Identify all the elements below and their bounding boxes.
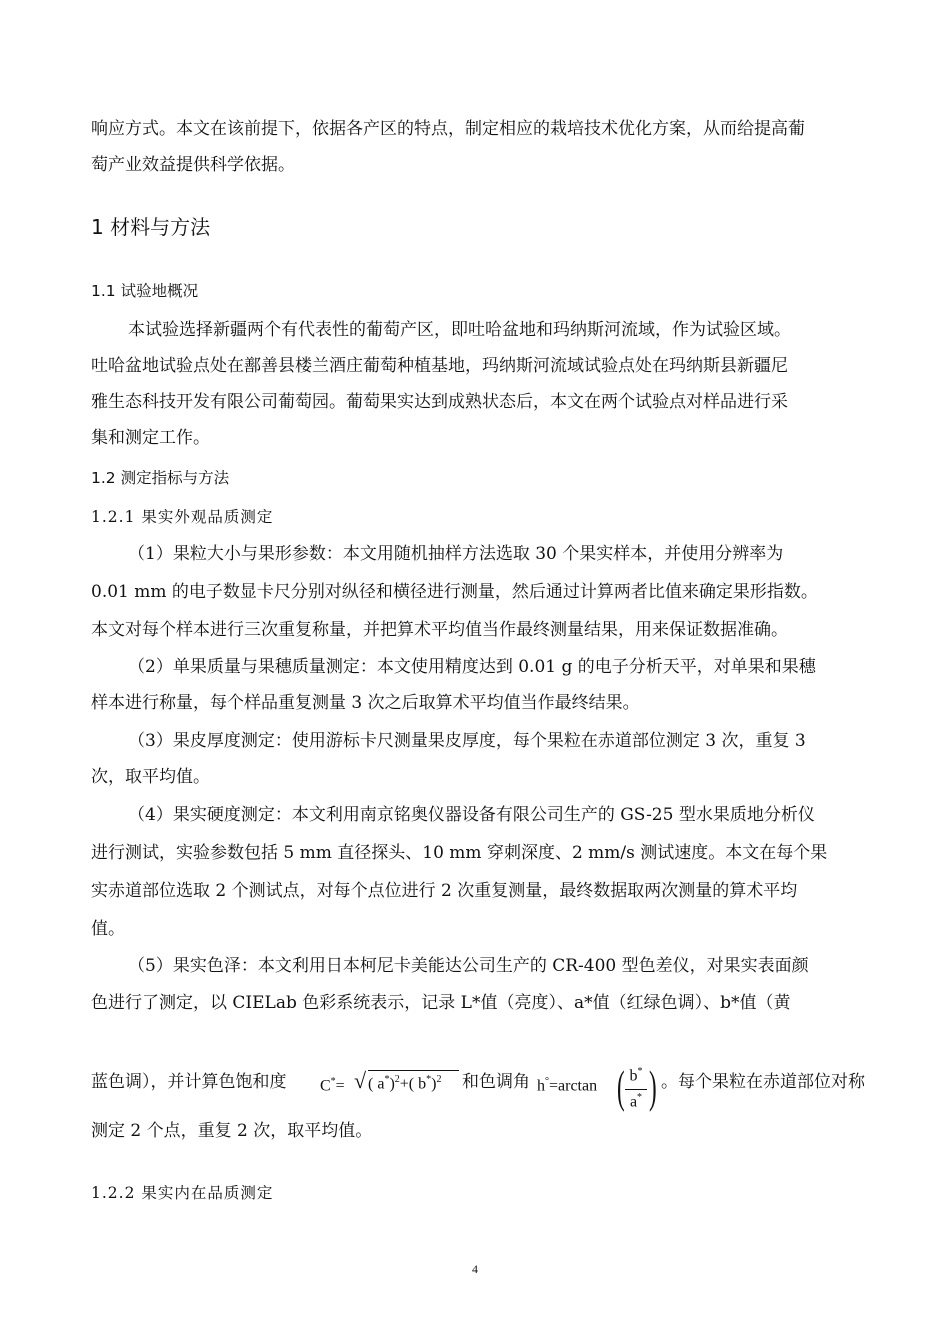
radical-bar bbox=[368, 1070, 459, 1071]
radical-sign: √ bbox=[354, 1068, 367, 1093]
body-line: 吐哈盆地试验点处在鄯善县楼兰酒庄葡萄种植基地，玛纳斯河流域试验点处在玛纳斯县新疆尼 bbox=[91, 356, 788, 376]
formula-pre-text: 蓝色调），并计算色饱和度 bbox=[91, 1072, 287, 1092]
body-line: 进行测试，实验参数包括 5 mm 直径探头、10 mm 穿刺深度、2 mm/s 测试速度。本文在每个果 bbox=[91, 843, 828, 863]
section-1-2-1-heading: 1.2.1 果实外观品质测定 bbox=[91, 508, 274, 526]
body-line: （3）果皮厚度测定：使用游标卡尺测量果皮厚度，每个果粒在赤道部位测定 3 次，重复 3 bbox=[128, 731, 806, 751]
chroma-symbol: C*= bbox=[320, 1076, 345, 1095]
body-line: 本试验选择新疆两个有代表性的葡萄产区，即吐哈盆地和玛纳斯河流域，作为试验区域。 bbox=[128, 320, 791, 340]
fraction-numerator: b* bbox=[629, 1066, 643, 1085]
body-line: 0.01 mm 的电子数显卡尺分别对纵径和横径进行测量，然后通过计算两者比值来确定果形指数。 bbox=[91, 582, 818, 602]
body-line: 次，取平均值。 bbox=[91, 767, 210, 787]
body-line: （5）果实色泽：本文利用日本柯尼卡美能达公司生产的 CR-400 型色差仪，对果实表面颜 bbox=[128, 956, 809, 976]
right-paren: ) bbox=[649, 1061, 657, 1112]
formula-post-text: 。每个果粒在赤道部位对称 bbox=[661, 1072, 865, 1092]
left-paren: ( bbox=[617, 1061, 625, 1112]
formula-line bbox=[91, 1060, 891, 1120]
body-line: 测定 2 个点，重复 2 次，取平均值。 bbox=[91, 1121, 373, 1141]
body-line: 实赤道部位选取 2 个测试点，对每个点位进行 2 次重复测量，最终数据取两次测量的算术平均 bbox=[91, 881, 798, 901]
intro-line-2: 萄产业效益提供科学依据。 bbox=[91, 155, 295, 175]
formula-mid-text: 和色调角 bbox=[462, 1072, 530, 1092]
page-number: 4 bbox=[472, 1262, 478, 1276]
body-line: 本文对每个样本进行三次重复称量，并把算术平均值当作最终测量结果，用来保证数据准确。 bbox=[91, 620, 788, 640]
fraction-bar bbox=[625, 1089, 647, 1090]
intro-line-1: 响应方式。本文在该前提下，依据各产区的特点，制定相应的栽培技术优化方案，从而给提高葡 bbox=[91, 119, 805, 139]
body-line: （1）果粒大小与果形参数：本文用随机抽样方法选取 30 个果实样本，并使用分辨率为 bbox=[128, 544, 784, 564]
section-1-2-2-heading: 1.2.2 果实内在品质测定 bbox=[91, 1184, 274, 1202]
body-line: （4）果实硬度测定：本文利用南京铭奥仪器设备有限公司生产的 GS-25 型水果质地分析仪 bbox=[128, 805, 815, 825]
body-line: 样本进行称量，每个样品重复测量 3 次之后取算术平均值当作最终结果。 bbox=[91, 693, 640, 713]
body-line: 雅生态科技开发有限公司葡萄园。葡萄果实达到成熟状态后，本文在两个试验点对样品进行采 bbox=[91, 392, 788, 412]
body-line: 值。 bbox=[91, 919, 125, 939]
hue-angle-symbol: h°=arctan bbox=[537, 1076, 598, 1095]
section-1-heading: 1 材料与方法 bbox=[91, 215, 211, 239]
radicand: ( a*)$^2$+( b*)$^2$ bbox=[368, 1074, 442, 1093]
fraction-denominator: a* bbox=[629, 1092, 643, 1111]
section-1-1-heading: 1.1 试验地概况 bbox=[91, 282, 199, 300]
body-line: （2）单果质量与果穗质量测定：本文使用精度达到 0.01 g 的电子分析天平，对单果和果穗 bbox=[128, 657, 816, 677]
section-1-2-heading: 1.2 测定指标与方法 bbox=[91, 469, 230, 487]
body-line: 集和测定工作。 bbox=[91, 428, 210, 448]
body-line: 色进行了测定，以 CIELab 色彩系统表示，记录 L*值（亮度）、a*值（红绿色调）、b*值（黄 bbox=[91, 993, 791, 1013]
